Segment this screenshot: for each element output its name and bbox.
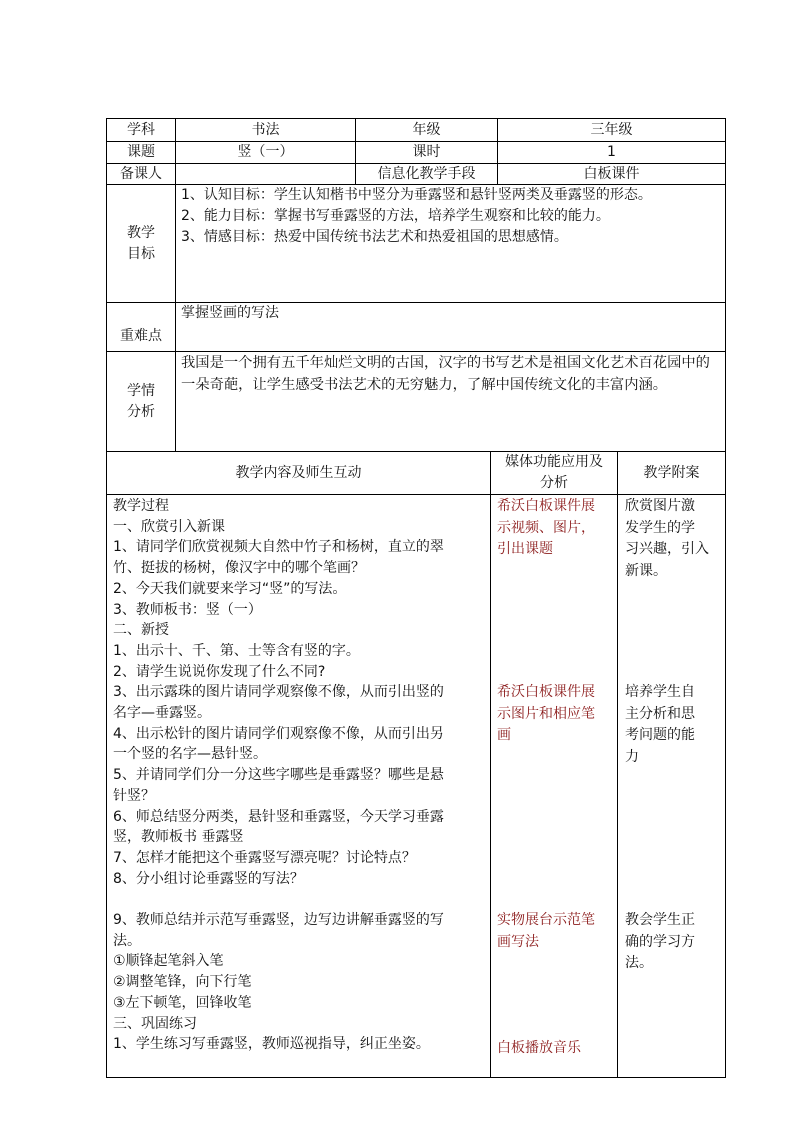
process-line: 竖，教师板书 垂露竖 <box>113 829 244 846</box>
notes-line: 习兴趣，引入 <box>625 541 709 557</box>
process-line: 6、师总结竖分两类，悬针竖和垂露竖，今天学习垂露 <box>113 808 444 825</box>
notes-line: 欣赏图片激 <box>625 498 695 514</box>
media-line: 示图片和相应笔 <box>497 705 595 722</box>
preparer-label: 备课人 <box>120 165 162 182</box>
subject-value: 书法 <box>251 121 280 138</box>
goal-item: 2、能力目标：掌握书写垂露竖的方法，培养学生观察和比较的能力。 <box>181 208 610 224</box>
goal-item: 3、情感目标：热爱中国传统书法艺术和热爱祖国的思想感情。 <box>181 229 568 245</box>
grade-label: 年级 <box>412 121 441 138</box>
analysis-label <box>107 352 175 451</box>
process-line: 法。 <box>113 932 141 949</box>
subject-label: 学科 <box>127 121 155 138</box>
preparer-value <box>176 164 355 184</box>
notes-line: 培养学生自 <box>625 684 695 700</box>
media-line: 引出课题 <box>497 541 553 557</box>
goals-label <box>107 185 175 302</box>
notes-line: 法。 <box>625 955 653 971</box>
process-line: 2、今天我们就要来学习“竖”的写法。 <box>113 580 347 597</box>
goals-label-line1: 教学 <box>127 224 155 241</box>
keypoints-label: 重难点 <box>120 328 162 344</box>
it-means-value: 白板课件 <box>583 165 640 182</box>
media-line: 希沃白板课件展 <box>497 498 595 514</box>
media-line: 实物展台示范笔 <box>497 912 595 928</box>
process-line: 1、请同学们欣赏视频大自然中竹子和杨树，直立的翠 <box>113 539 444 556</box>
keypoints-content: 掌握竖画的写法 <box>181 305 279 321</box>
process-line: 一个竖的名字—悬针竖。 <box>113 746 267 763</box>
hours-value: 1 <box>607 144 616 160</box>
notes-line: 新课。 <box>625 562 667 579</box>
process-line: 3、出示露珠的图片请同学观察像不像，从而引出竖的 <box>113 684 444 701</box>
goal-item: 1、认知目标：学生认知楷书中竖分为垂露竖和悬针竖两类及垂露竖的形态。 <box>181 187 652 203</box>
analysis-label-line1: 学情 <box>127 382 155 399</box>
table-border-bottom <box>106 1077 726 1078</box>
notes-line: 考问题的能 <box>625 727 695 743</box>
process-line: ①顺锋起笔斜入笔 <box>113 953 224 970</box>
notes-block <box>618 496 725 582</box>
media-header-line2: 分析 <box>540 475 568 491</box>
process-line: 1、出示十、千、第、士等含有竖的字。 <box>113 642 360 659</box>
hours-label: 课时 <box>412 144 441 160</box>
process-line <box>113 889 490 910</box>
row-divider <box>106 494 726 495</box>
notes-line: 确的学习方 <box>625 933 695 950</box>
process-line: 4、出示松针的图片请同学们观察像不像，从而引出另 <box>113 725 444 742</box>
notes-header: 教学附案 <box>643 464 700 481</box>
notes-block <box>618 910 725 975</box>
process-line: ③左下顿笔，回锋收笔 <box>113 994 252 1011</box>
process-line: 二、新授 <box>113 622 169 639</box>
media-line: 画 <box>497 727 511 743</box>
process-line: 1、学生练习写垂露竖，教师巡视指导，纠正坐姿。 <box>113 1036 430 1053</box>
process-line: 三、巩固练习 <box>113 1015 197 1032</box>
process-line: 一、欣赏引入新课 <box>113 518 225 535</box>
it-means-label: 信息化教学手段 <box>377 165 476 182</box>
process-line: 2、请学生说说你发现了什么不同? <box>113 663 326 680</box>
process-content <box>107 496 490 1055</box>
notes-block <box>618 682 725 768</box>
notes-line: 主分析和思 <box>625 705 695 722</box>
media-line: 希沃白板课件展 <box>497 684 595 700</box>
process-line: 9、教师总结并示范写垂露竖，边写边讲解垂露竖的写 <box>113 912 444 929</box>
media-line: 画写法 <box>497 933 539 950</box>
media-header <box>491 452 617 494</box>
process-line: 针竖？ <box>113 787 155 804</box>
notes-line: 发学生的学 <box>625 519 695 536</box>
process-content-header: 教学内容及师生互动 <box>235 464 362 481</box>
table-border-right <box>725 118 726 1078</box>
goals-content <box>176 185 725 302</box>
topic-label: 课题 <box>127 144 155 160</box>
analysis-label-line2: 分析 <box>127 403 155 420</box>
media-line: 示视频、图片， <box>497 519 595 536</box>
process-line: 教学过程 <box>113 498 169 514</box>
topic-value: 竖（一） <box>237 144 294 160</box>
grade-value: 三年级 <box>590 121 633 138</box>
media-block <box>491 1038 617 1060</box>
process-line: ②调整笔锋，向下行笔 <box>113 974 252 991</box>
media-line: 白板播放音乐 <box>497 1040 581 1056</box>
process-line: 竹、挺拔的杨树，像汉字中的哪个笔画？ <box>113 560 365 577</box>
goals-label-line2: 目标 <box>127 245 155 262</box>
process-line: 7、怎样才能把这个垂露竖写漂亮呢？讨论特点？ <box>113 849 416 866</box>
notes-line: 力 <box>625 748 639 765</box>
process-line: 名字—垂露竖。 <box>113 705 211 722</box>
analysis-content: 我国是一个拥有五千年灿烂文明的古国，汉字的书写艺术是祖国文化艺术百花园中的一朵奇葩，让学生感受书法艺术的无穷魅力，了解中国传统文化的丰富内涵。 <box>181 355 710 393</box>
notes-line: 教会学生正 <box>625 912 695 928</box>
media-block <box>491 496 617 561</box>
media-block <box>491 910 617 953</box>
media-header-line1: 媒体功能应用及 <box>505 454 603 470</box>
process-line: 8、分小组讨论垂露竖的写法？ <box>113 870 304 887</box>
process-line: 5、并请同学们分一分这些字哪些是垂露竖？哪些是悬 <box>113 767 444 784</box>
media-block <box>491 682 617 747</box>
process-line: 3、教师板书：竖（一） <box>113 601 262 618</box>
